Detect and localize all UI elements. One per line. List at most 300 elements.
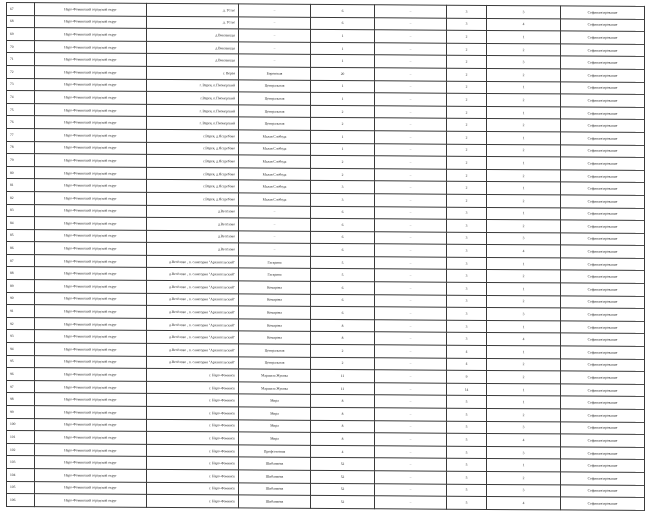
cell-num: 68 (7, 15, 35, 28)
cell-street: Мира (239, 420, 311, 433)
cell-house: 4 (311, 445, 375, 458)
cell-type: Софинансирование (561, 434, 645, 447)
cell-b: 1 (487, 131, 561, 144)
data-table (6, 2, 645, 511)
cell-b: 2 (487, 94, 561, 107)
cell-street: Центральная (239, 344, 311, 357)
cell-house: 52 (311, 458, 375, 471)
cell-district: Наро-Фоминский городской округ (35, 431, 147, 444)
cell-house: 20 (311, 67, 375, 80)
cell-district: Наро-Фоминский городской округ (35, 204, 147, 217)
cell-house: 2 (311, 105, 375, 118)
cell-district: Наро-Фоминский городской округ (35, 255, 147, 268)
cell-b: 3 (487, 421, 561, 434)
cell-settlement: г. Наро-Фоминск (147, 419, 239, 432)
cell-a: 3 (447, 282, 487, 295)
cell-house: 8 (311, 433, 375, 446)
cell-settlement: г. Верея, п.Пионерский (147, 117, 239, 130)
cell-district: Наро-Фоминский городской округ (35, 103, 147, 116)
cell-a: 3 (447, 5, 487, 18)
cell-b: 2 (487, 471, 561, 484)
cell-a: 5 (447, 446, 487, 459)
cell-dash: – (375, 106, 447, 119)
cell-type: Софинансирование (561, 157, 645, 170)
cell-street: Центральная (239, 92, 311, 105)
cell-district: Наро-Фоминский городской округ (35, 494, 147, 507)
cell-a: 2 (447, 106, 487, 119)
cell-settlement: д. Устье (147, 16, 239, 29)
cell-num: 86 (7, 242, 35, 255)
cell-dash: – (375, 294, 447, 307)
document-page (6, 2, 644, 511)
cell-num: 80 (7, 166, 35, 179)
cell-district: Наро-Фоминский городской округ (35, 418, 147, 431)
cell-a: 5 (447, 484, 487, 497)
cell-b: 3 (487, 308, 561, 321)
cell-house: 8 (311, 319, 375, 332)
cell-num: 75 (7, 103, 35, 116)
cell-district: Наро-Фоминский городской округ (35, 355, 147, 368)
cell-district: Наро-Фоминский городской округ (35, 456, 147, 469)
cell-a: 2 (447, 131, 487, 144)
cell-a: 2 (447, 144, 487, 157)
cell-num: 87 (7, 254, 35, 267)
cell-a: 2 (447, 43, 487, 56)
cell-street: Гагарина (239, 268, 311, 281)
cell-settlement: г. Наро-Фоминск (147, 406, 239, 419)
cell-district: Наро-Фоминский городской округ (35, 380, 147, 393)
cell-b: 3 (487, 232, 561, 245)
cell-settlement: д.Весёлово (147, 205, 239, 218)
cell-dash: – (375, 55, 447, 68)
cell-dash: – (375, 219, 447, 232)
cell-dash: – (375, 332, 447, 345)
cell-type: Софинансирование (561, 170, 645, 183)
cell-settlement: д.Весёлово (147, 230, 239, 243)
cell-b: 1 (487, 182, 561, 195)
cell-street: – (239, 243, 311, 256)
cell-settlement: д.Весёлово (147, 217, 239, 230)
cell-type: Софинансирование (561, 396, 645, 409)
cell-b: 1 (487, 345, 561, 358)
cell-house: 6 (311, 218, 375, 231)
cell-type: Софинансирование (561, 245, 645, 258)
cell-district: Наро-Фоминский городской округ (35, 179, 147, 192)
cell-a: 5 (447, 459, 487, 472)
cell-num: 81 (7, 179, 35, 192)
cell-street: Маршала Жукова (239, 382, 311, 395)
cell-type: Софинансирование (561, 233, 645, 246)
cell-num: 88 (7, 267, 35, 280)
cell-dash: – (375, 143, 447, 156)
cell-dash: – (375, 5, 447, 18)
cell-house: 3 (311, 181, 375, 194)
table-row (7, 494, 645, 510)
cell-num: 98 (7, 393, 35, 406)
cell-b: 1 (487, 459, 561, 472)
cell-b: 2 (487, 371, 561, 384)
cell-district: Наро-Фоминский городской округ (35, 217, 147, 230)
cell-type: Софинансирование (561, 333, 645, 346)
cell-street: Комарова (239, 331, 311, 344)
cell-b: 3 (487, 56, 561, 69)
cell-settlement: г. Наро-Фоминск (147, 482, 239, 495)
cell-num: 92 (7, 317, 35, 330)
cell-house: 2 (311, 344, 375, 357)
cell-house: 2 (311, 155, 375, 168)
cell-type: Софинансирование (561, 321, 645, 334)
cell-street: – (239, 54, 311, 67)
cell-street: Мира (239, 432, 311, 445)
cell-a: 2 (447, 156, 487, 169)
cell-a: 3 (447, 207, 487, 220)
cell-num: 93 (7, 330, 35, 343)
cell-district: Наро-Фоминский городской округ (35, 481, 147, 494)
cell-district: Наро-Фоминский городской округ (35, 229, 147, 242)
cell-num: 79 (7, 154, 35, 167)
cell-settlement: д.Весёлово , п. санатория "Архангельский" (147, 331, 239, 344)
cell-type: Софинансирование (561, 195, 645, 208)
cell-house: 5 (311, 269, 375, 282)
cell-type: Софинансирование (561, 207, 645, 220)
cell-num: 91 (7, 305, 35, 318)
cell-settlement: г.Верея, д.Ястребово (147, 142, 239, 155)
cell-num: 77 (7, 128, 35, 141)
cell-type: Софинансирование (561, 459, 645, 472)
cell-type: Софинансирование (561, 81, 645, 94)
cell-a: 5 (447, 496, 487, 509)
cell-house: 6 (311, 244, 375, 257)
cell-b: 2 (487, 408, 561, 421)
cell-district: Наро-Фоминский городской округ (35, 166, 147, 179)
cell-num: 72 (7, 65, 35, 78)
cell-b: 1 (487, 282, 561, 295)
cell-a: 4 (447, 358, 487, 371)
cell-b: 2 (487, 119, 561, 132)
cell-a: 2 (447, 194, 487, 207)
cell-settlement: д.Весёлово , п. санатория "Архангельский" (147, 268, 239, 281)
cell-b: 4 (487, 333, 561, 346)
cell-house: 6 (311, 17, 375, 30)
cell-district: Наро-Фоминский городской округ (35, 305, 147, 318)
cell-settlement: г. Наро-Фоминск (147, 394, 239, 407)
cell-dash: – (375, 194, 447, 207)
cell-district: Наро-Фоминский городской округ (35, 469, 147, 482)
cell-district: Наро-Фоминский городской округ (35, 40, 147, 53)
cell-settlement: д.Винзаводы (147, 41, 239, 54)
cell-dash: – (375, 80, 447, 93)
cell-dash: – (375, 68, 447, 81)
cell-num: 106 (7, 494, 35, 507)
cell-b: 3 (487, 446, 561, 459)
cell-b: 4 (487, 434, 561, 447)
cell-a: 3 (447, 244, 487, 257)
cell-dash: – (375, 282, 447, 295)
cell-district: Наро-Фоминский городской округ (35, 78, 147, 91)
cell-num: 76 (7, 116, 35, 129)
cell-a: 2 (447, 93, 487, 106)
cell-num: 70 (7, 40, 35, 53)
cell-type: Софинансирование (561, 497, 645, 510)
cell-house: 8 (311, 395, 375, 408)
cell-num: 99 (7, 406, 35, 419)
cell-a: 3 (447, 257, 487, 270)
cell-settlement: г.Верея, д.Ястребово (147, 129, 239, 142)
cell-settlement: г. Наро-Фоминск (147, 381, 239, 394)
cell-house: 52 (311, 483, 375, 496)
cell-type: Софинансирование (561, 258, 645, 271)
cell-dash: – (375, 345, 447, 358)
cell-b: 1 (487, 383, 561, 396)
cell-settlement: д.Винзаводы (147, 54, 239, 67)
cell-a: 3 (447, 18, 487, 31)
cell-num: 89 (7, 280, 35, 293)
cell-house: 1 (311, 80, 375, 93)
cell-settlement: г.Верея, п.Пионерский (147, 92, 239, 105)
cell-type: Софинансирование (561, 18, 645, 31)
cell-dash: – (375, 93, 447, 106)
cell-street: Боровская (239, 67, 311, 80)
cell-settlement: д.Весёлово , п. санатория "Архангельский" (147, 255, 239, 268)
cell-street: – (239, 218, 311, 231)
cell-street: Шибанкова (239, 495, 311, 508)
cell-a: 3 (447, 219, 487, 232)
cell-house: 1 (311, 55, 375, 68)
cell-district: Наро-Фоминский городской округ (35, 443, 147, 456)
cell-a: 3 (447, 232, 487, 245)
cell-settlement: д.Весёлово (147, 243, 239, 256)
cell-a: 5 (447, 421, 487, 434)
cell-street: Малая Слобода (239, 155, 311, 168)
cell-house: 6 (311, 206, 375, 219)
cell-type: Софинансирование (561, 119, 645, 132)
cell-house: 52 (311, 470, 375, 483)
cell-settlement: д.Весёлово , п. санатория "Архангельский" (147, 318, 239, 331)
cell-street: Шибанкова (239, 457, 311, 470)
cell-district: Наро-Фоминский городской округ (35, 330, 147, 343)
cell-settlement: г.Верея, д.Ястребово (147, 154, 239, 167)
cell-district: Наро-Фоминский городской округ (35, 3, 147, 16)
cell-district: Наро-Фоминский городской округ (35, 267, 147, 280)
cell-house: 6 (311, 4, 375, 17)
cell-dash: – (375, 483, 447, 496)
cell-num: 105 (7, 481, 35, 494)
cell-settlement: г. Наро-Фоминск (147, 469, 239, 482)
cell-district: Наро-Фоминский городской округ (35, 318, 147, 331)
cell-house: 2 (311, 168, 375, 181)
cell-settlement: д.Весёлово , п. санатория "Архангельский" (147, 356, 239, 369)
cell-district: Наро-Фоминский городской округ (35, 192, 147, 205)
cell-a: 3 (447, 333, 487, 346)
cell-house: 1 (311, 130, 375, 143)
cell-dash: – (375, 131, 447, 144)
cell-num: 85 (7, 229, 35, 242)
cell-b: 1 (487, 320, 561, 333)
cell-street: Мира (239, 407, 311, 420)
cell-dash: – (375, 244, 447, 257)
cell-street: – (239, 29, 311, 42)
cell-house: 1 (311, 42, 375, 55)
cell-district: Наро-Фоминский городской округ (35, 129, 147, 142)
cell-a: 2 (447, 68, 487, 81)
cell-house: 6 (311, 281, 375, 294)
cell-house: 2 (311, 357, 375, 370)
cell-a: 5 (447, 396, 487, 409)
cell-street: Комарова (239, 281, 311, 294)
cell-dash: – (375, 433, 447, 446)
cell-type: Софинансирование (561, 359, 645, 372)
cell-type: Софинансирование (561, 69, 645, 82)
cell-district: Наро-Фоминский городской округ (35, 280, 147, 293)
cell-district: Наро-Фоминский городской округ (35, 406, 147, 419)
cell-type: Софинансирование (561, 447, 645, 460)
cell-house: 8 (311, 332, 375, 345)
cell-settlement: д.Весёлово , п. санатория "Архангельский" (147, 280, 239, 293)
cell-a: 5 (447, 433, 487, 446)
cell-dash: – (375, 471, 447, 484)
cell-a: 3 (447, 307, 487, 320)
cell-type: Софинансирование (561, 31, 645, 44)
cell-type: Софинансирование (561, 283, 645, 296)
cell-district: Наро-Фоминский городской округ (35, 368, 147, 381)
cell-a: 3 (447, 295, 487, 308)
cell-street: Малая Слобода (239, 180, 311, 193)
cell-street: Малая Слобода (239, 168, 311, 181)
cell-b: 2 (487, 43, 561, 56)
cell-house: 6 (311, 231, 375, 244)
cell-dash: – (375, 231, 447, 244)
cell-num: 103 (7, 456, 35, 469)
cell-settlement: г. Наро-Фоминск (147, 432, 239, 445)
cell-settlement: д. Устье (147, 3, 239, 16)
cell-settlement: г.Верея, д.Ястребово (147, 180, 239, 193)
cell-street: Малая Слобода (239, 142, 311, 155)
cell-house: 2 (311, 118, 375, 131)
cell-a: 2 (447, 119, 487, 132)
cell-dash: – (375, 17, 447, 30)
cell-dash: – (375, 446, 447, 459)
cell-type: Софинансирование (561, 384, 645, 397)
cell-district: Наро-Фоминский городской округ (35, 154, 147, 167)
cell-b: 4 (487, 497, 561, 510)
cell-district: Наро-Фоминский городской округ (35, 141, 147, 154)
cell-house: 8 (311, 407, 375, 420)
cell-street: Шибанкова (239, 470, 311, 483)
cell-house: 52 (311, 496, 375, 509)
cell-settlement: г. Верея, п.Пионерский (147, 104, 239, 117)
cell-settlement: г. Верея (147, 66, 239, 79)
cell-house: 6 (311, 307, 375, 320)
cell-dash: – (375, 496, 447, 509)
cell-num: 82 (7, 191, 35, 204)
cell-b: 4 (487, 18, 561, 31)
cell-district: Наро-Фоминский городской округ (35, 116, 147, 129)
cell-b: 2 (487, 358, 561, 371)
cell-street: Малая Слобода (239, 130, 311, 143)
cell-num: 84 (7, 217, 35, 230)
cell-num: 102 (7, 443, 35, 456)
cell-district: Наро-Фоминский городской округ (35, 28, 147, 41)
cell-a: 2 (447, 169, 487, 182)
cell-settlement: г. Верея, п.Пионерский (147, 79, 239, 92)
cell-a: 3 (447, 270, 487, 283)
table-body (7, 3, 645, 511)
cell-street: Центральная (239, 105, 311, 118)
cell-dash: – (375, 307, 447, 320)
cell-b: 2 (487, 194, 561, 207)
cell-dash: – (375, 269, 447, 282)
cell-a: 3 (447, 320, 487, 333)
cell-b: 1 (487, 257, 561, 270)
cell-type: Софинансирование (561, 472, 645, 485)
cell-dash: – (375, 357, 447, 370)
cell-street: Малая Слобода (239, 193, 311, 206)
cell-b: 2 (487, 295, 561, 308)
cell-a: 14 (447, 383, 487, 396)
cell-num: 104 (7, 468, 35, 481)
cell-type: Софинансирование (561, 270, 645, 283)
cell-dash: – (375, 30, 447, 43)
cell-num: 73 (7, 78, 35, 91)
cell-street: – (239, 42, 311, 55)
cell-b: 1 (487, 31, 561, 44)
cell-b: 4 (487, 245, 561, 258)
cell-num: 90 (7, 292, 35, 305)
cell-type: Софинансирование (561, 296, 645, 309)
cell-b: 2 (487, 144, 561, 157)
cell-a: 2 (447, 81, 487, 94)
cell-type: Софинансирование (561, 308, 645, 321)
cell-type: Софинансирование (561, 144, 645, 157)
cell-settlement: д.Весёлово , п. санатория "Архангельский" (147, 306, 239, 319)
cell-type: Софинансирование (561, 409, 645, 422)
cell-num: 67 (7, 3, 35, 16)
cell-type: Софинансирование (561, 346, 645, 359)
cell-settlement: г.Верея, д.Ястребово (147, 167, 239, 180)
cell-dash: – (375, 420, 447, 433)
cell-settlement: д.Винзаводы (147, 29, 239, 42)
cell-dash: – (375, 257, 447, 270)
cell-a: 2 (447, 56, 487, 69)
cell-dash: – (375, 43, 447, 56)
cell-settlement: г. Наро-Фоминск (147, 457, 239, 470)
cell-settlement: д.Весёлово , п. санатория "Архангельский" (147, 293, 239, 306)
cell-type: Софинансирование (561, 44, 645, 57)
cell-house: 8 (311, 420, 375, 433)
cell-street: – (239, 4, 311, 17)
cell-street: Комарова (239, 319, 311, 332)
cell-district: Наро-Фоминский городской округ (35, 242, 147, 255)
cell-type: Софинансирование (561, 6, 645, 19)
cell-b: 1 (487, 106, 561, 119)
cell-street: – (239, 231, 311, 244)
cell-dash: – (375, 168, 447, 181)
cell-num: 78 (7, 141, 35, 154)
cell-a: 2 (447, 30, 487, 43)
cell-type: Софинансирование (561, 107, 645, 120)
cell-settlement: д.Весёлово , п. санатория "Архангельский" (147, 343, 239, 356)
cell-house: 3 (311, 193, 375, 206)
cell-a: 2 (447, 182, 487, 195)
cell-a: 5 (447, 408, 487, 421)
cell-a: 9 (447, 370, 487, 383)
cell-type: Софинансирование (561, 94, 645, 107)
cell-street: Маршала Жукова (239, 369, 311, 382)
cell-street: Центральная (239, 357, 311, 370)
cell-district: Наро-Фоминский городской округ (35, 15, 147, 28)
cell-dash: – (375, 458, 447, 471)
cell-settlement: г. Наро-Фоминск (147, 444, 239, 457)
